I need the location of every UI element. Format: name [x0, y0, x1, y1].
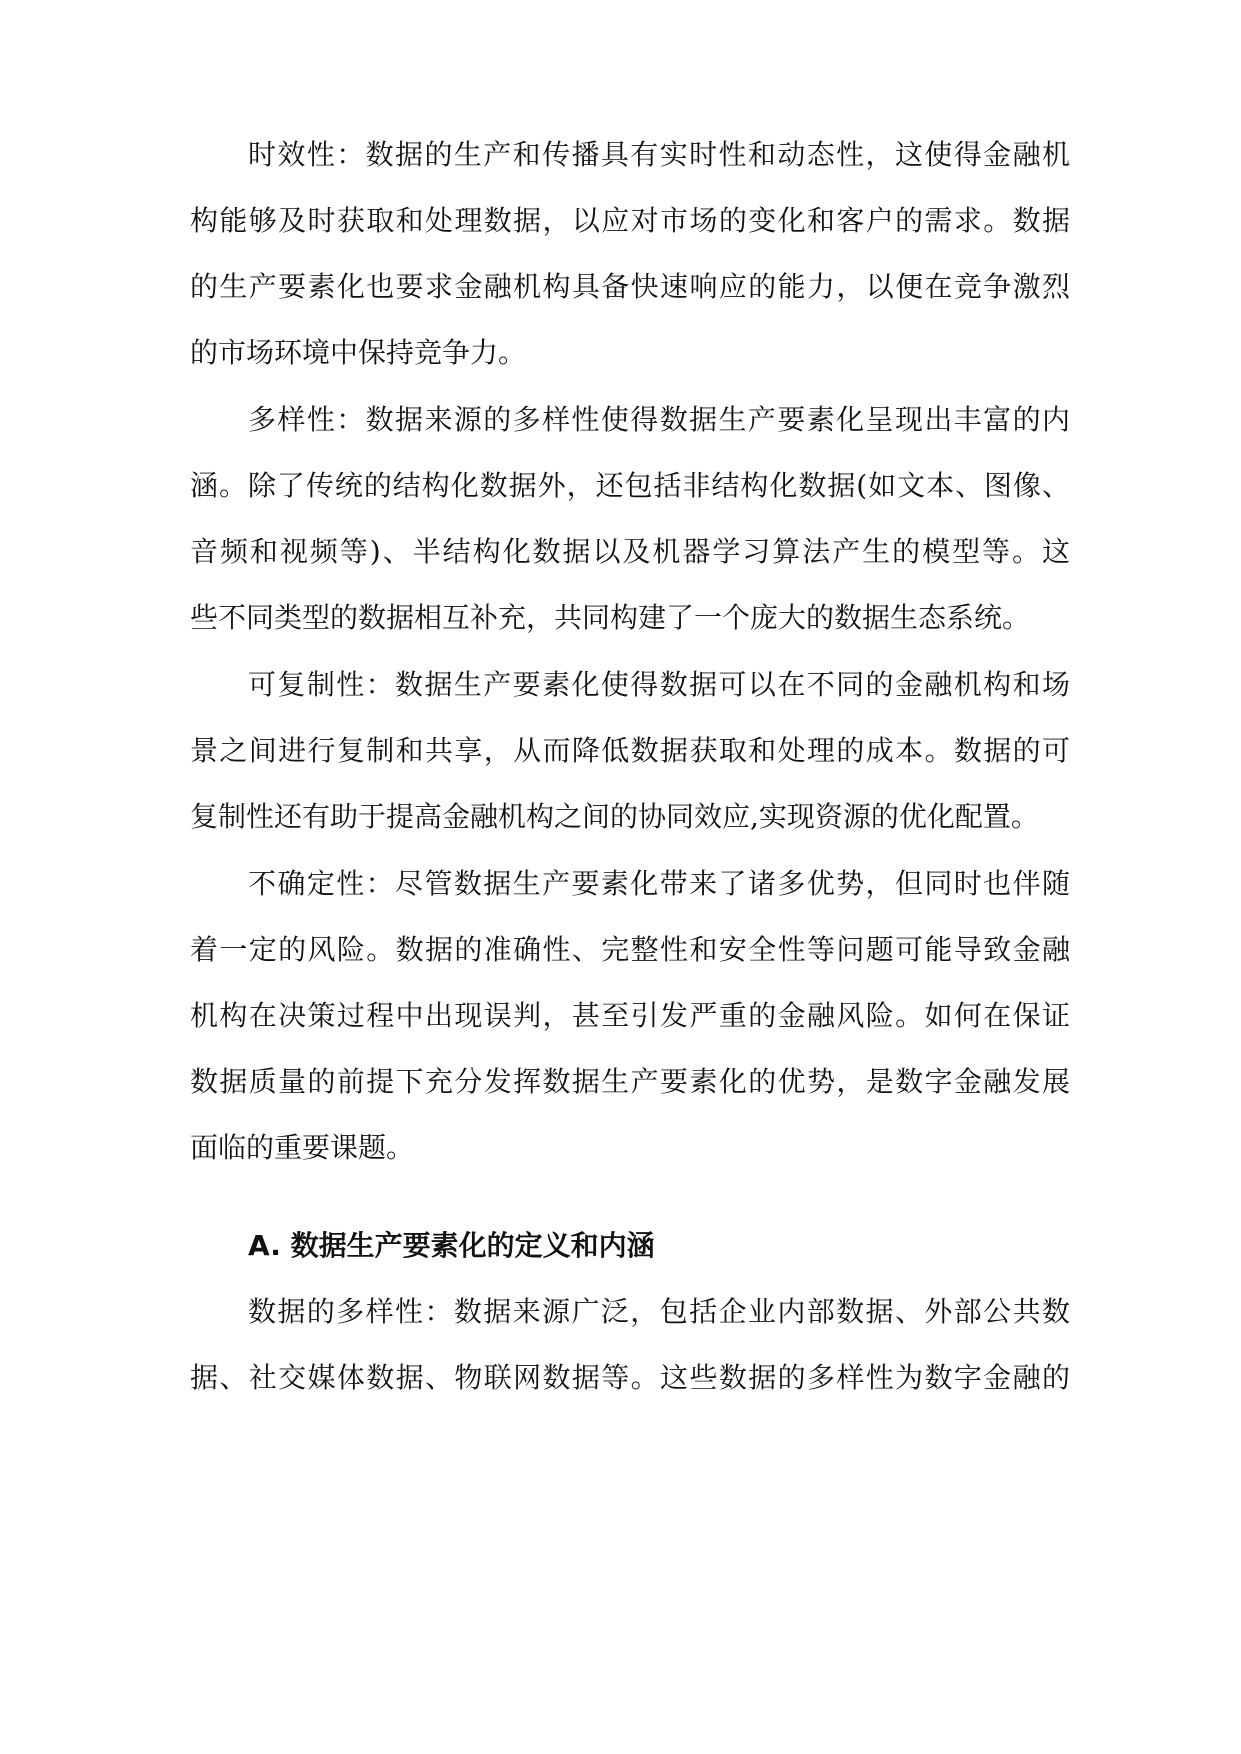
- paragraph-2-line-4: 些不同类型的数据相互补充，共同构建了一个庞大的数据生态系统。: [190, 601, 1031, 634]
- paragraph-2-line-2: 涵。除了传统的结构化数据外，还包括非结构化数据(如文本、图像、: [190, 469, 1070, 502]
- paragraph-3-line-2: 景之间进行复制和共享，从而降低数据获取和处理的成本。数据的可: [190, 734, 1070, 767]
- paragraph-4-line-3: 机构在决策过程中出现误判，甚至引发严重的金融风险。如何在保证: [190, 999, 1070, 1032]
- paragraph-4-line-1: 不确定性：尽管数据生产要素化带来了诸多优势，但同时也伴随: [248, 867, 1070, 900]
- paragraph-5-line-2: 据、社交媒体数据、物联网数据等。这些数据的多样性为数字金融的: [190, 1361, 1070, 1394]
- paragraph-2-line-1: 多样性：数据来源的多样性使得数据生产要素化呈现出丰富的内: [248, 403, 1070, 436]
- section-heading: A. 数据生产要素化的定义和内涵: [248, 1229, 655, 1262]
- paragraph-4-line-4: 数据质量的前提下充分发挥数据生产要素化的优势，是数字金融发展: [190, 1065, 1070, 1098]
- paragraph-5-line-1: 数据的多样性：数据来源广泛，包括企业内部数据、外部公共数: [248, 1295, 1070, 1328]
- paragraph-1-line-4: 的市场环境中保持竞争力。: [190, 336, 527, 369]
- paragraph-2-line-3: 音频和视频等)、半结构化数据以及机器学习算法产生的模型等。这: [190, 535, 1070, 568]
- paragraph-1-line-3: 的生产要素化也要求金融机构具备快速响应的能力，以便在竞争激烈: [190, 270, 1070, 303]
- paragraph-3-line-1: 可复制性：数据生产要素化使得数据可以在不同的金融机构和场: [248, 668, 1070, 701]
- paragraph-4-line-5: 面临的重要课题。: [190, 1131, 415, 1164]
- paragraph-1-line-2: 构能够及时获取和处理数据，以应对市场的变化和客户的需求。数据: [190, 204, 1070, 237]
- paragraph-1-line-1: 时效性：数据的生产和传播具有实时性和动态性，这使得金融机: [248, 138, 1070, 171]
- paragraph-4-line-2: 着一定的风险。数据的准确性、完整性和安全性等问题可能导致金融: [190, 933, 1070, 966]
- paragraph-3-line-3: 复制性还有助于提高金融机构之间的协同效应,实现资源的优化配置。: [190, 800, 1039, 833]
